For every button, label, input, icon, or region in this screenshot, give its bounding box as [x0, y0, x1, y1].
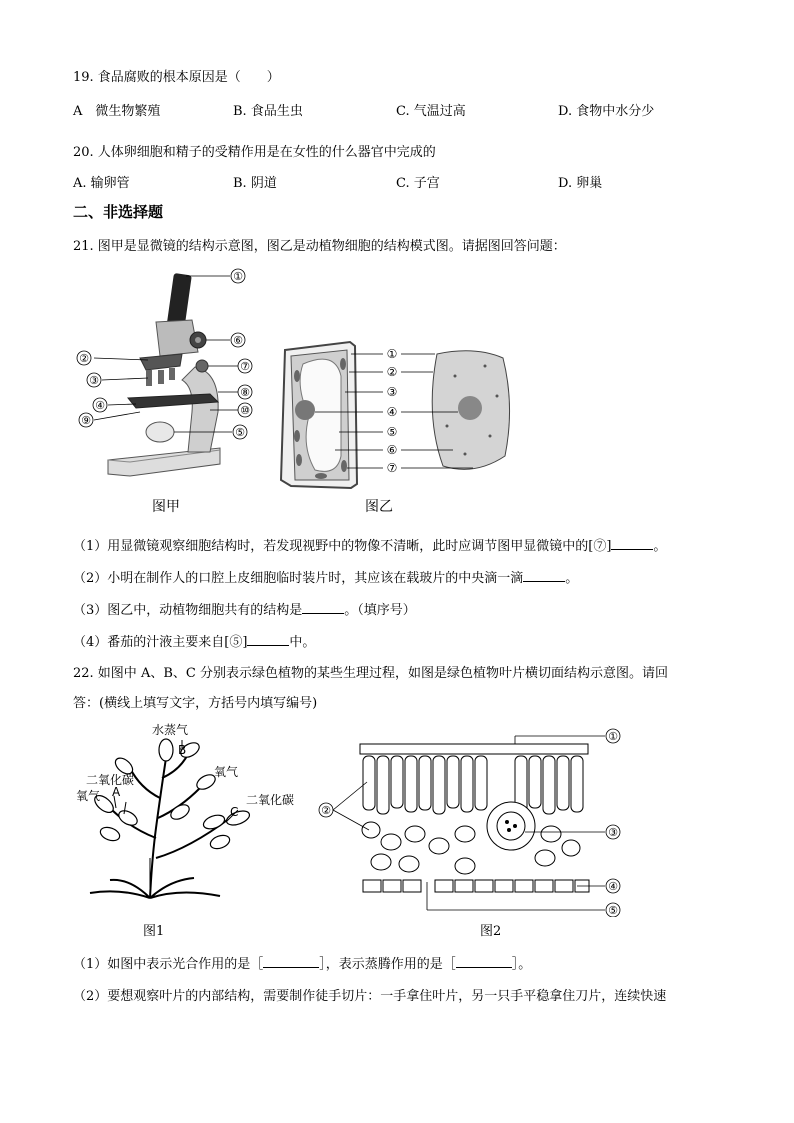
cell-label-4: ④ [386, 405, 398, 419]
cell-label-3: ③ [386, 385, 398, 399]
plant-label-c: C [230, 805, 239, 819]
q21-sub3: （3）图乙中，动植物细胞共有的结构是 。（填序号） [73, 599, 416, 618]
q20-stem: 20. 人体卵细胞和精子的受精作用是在女性的什么器官中完成的 [73, 145, 436, 160]
answer-blank[interactable] [302, 599, 344, 614]
q22-sub2: （2）要想观察叶片的内部结构，需要制作徒手切片：一手拿住叶片，另一只手平稳拿住刀片，连续快速 [73, 989, 667, 1004]
cell-label-5: ⑤ [386, 425, 398, 439]
figure-2-caption: 图2 [480, 924, 502, 939]
q22-sub1: （1）如图中表示光合作用的是［ ］，表示蒸腾作用的是［ ］。 [73, 953, 531, 972]
plant-label-a: A [112, 785, 121, 799]
answer-blank[interactable] [523, 567, 565, 582]
plant-label-co2-right: 二氧化碳 [246, 793, 295, 807]
leaf-label-3: ③ [608, 826, 618, 839]
q21-stem: 21. 图甲是显微镜的结构示意图，图乙是动植物细胞的结构模式图。请据图回答问题： [73, 239, 566, 254]
leaf-section-figure [315, 722, 635, 917]
microscope-label-4: ④ [95, 399, 105, 412]
microscope-figure [70, 262, 270, 497]
answer-blank[interactable] [611, 535, 653, 550]
figure-yi-caption: 图乙 [365, 499, 393, 515]
q19-option-a: A 微生物繁殖 [73, 104, 161, 119]
q19-stem: 19. 食品腐败的根本原因是（ ） [73, 70, 280, 85]
plant-label-co2-left: 二氧化碳 [86, 773, 135, 787]
leaf-label-4: ④ [608, 880, 618, 893]
plant-label-b: B [178, 743, 187, 757]
q21-sub2: （2）小明在制作人的口腔上皮细胞临时装片时，其应该在载玻片的中央滴一滴 。 [73, 567, 578, 586]
section-title: 二、非选择题 [73, 203, 164, 221]
plant-label-o2-right: 氧气 [214, 765, 239, 779]
q20-option-a: A. 输卵管 [73, 176, 130, 191]
answer-blank[interactable] [456, 953, 512, 968]
microscope-label-8: ⑧ [240, 386, 250, 399]
q21-sub1: （1）用显微镜观察细胞结构时，若发现视野中的物像不清晰，此时应调节图甲显微镜中的[⑦] 。 [73, 535, 666, 554]
microscope-label-3: ③ [89, 374, 99, 387]
answer-blank[interactable] [247, 631, 289, 646]
q19-option-c: C. 气温过高 [396, 104, 466, 119]
leaf-label-1: ① [608, 730, 618, 743]
leaf-label-5: ⑤ [608, 904, 618, 917]
cell-figure [275, 336, 525, 496]
q21-sub4: （4）番茄的汁液主要来自[⑤] 中。 [73, 631, 315, 650]
cell-label-7: ⑦ [386, 461, 398, 475]
q22-stem-line2: 答：(横线上填写文字，方括号内填写编号) [73, 696, 318, 711]
figure-1-caption: 图1 [143, 924, 165, 939]
q22-stem-line1: 22. 如图中 A、B、C 分别表示绿色植物的某些生理过程，如图是绿色植物叶片横切面结构示意图。请回 [73, 666, 668, 681]
microscope-label-10: ⑩ [240, 404, 250, 417]
plant-figure [70, 718, 300, 908]
microscope-label-6: ⑥ [233, 334, 243, 347]
cell-label-2: ② [386, 365, 398, 379]
microscope-label-9: ⑨ [81, 414, 91, 427]
q19-option-b: B. 食品生虫 [233, 104, 303, 119]
leaf-label-2: ② [321, 804, 331, 817]
cell-label-1: ① [386, 347, 398, 361]
q20-option-d: D. 卵巢 [558, 176, 603, 191]
microscope-label-5: ⑤ [235, 426, 245, 439]
cell-label-6: ⑥ [386, 443, 398, 457]
plant-label-water-vapor: 水蒸气 [152, 723, 189, 737]
answer-blank[interactable] [263, 953, 319, 968]
plant-label-o2-left: 氧气 [76, 789, 101, 803]
q20-option-b: B. 阴道 [233, 176, 277, 191]
microscope-label-1: ① [233, 270, 243, 283]
microscope-label-7: ⑦ [240, 360, 250, 373]
q20-option-c: C. 子宫 [396, 176, 440, 191]
microscope-label-2: ② [79, 352, 89, 365]
q19-option-d: D. 食物中水分少 [558, 104, 655, 119]
figure-jia-caption: 图甲 [152, 499, 180, 515]
